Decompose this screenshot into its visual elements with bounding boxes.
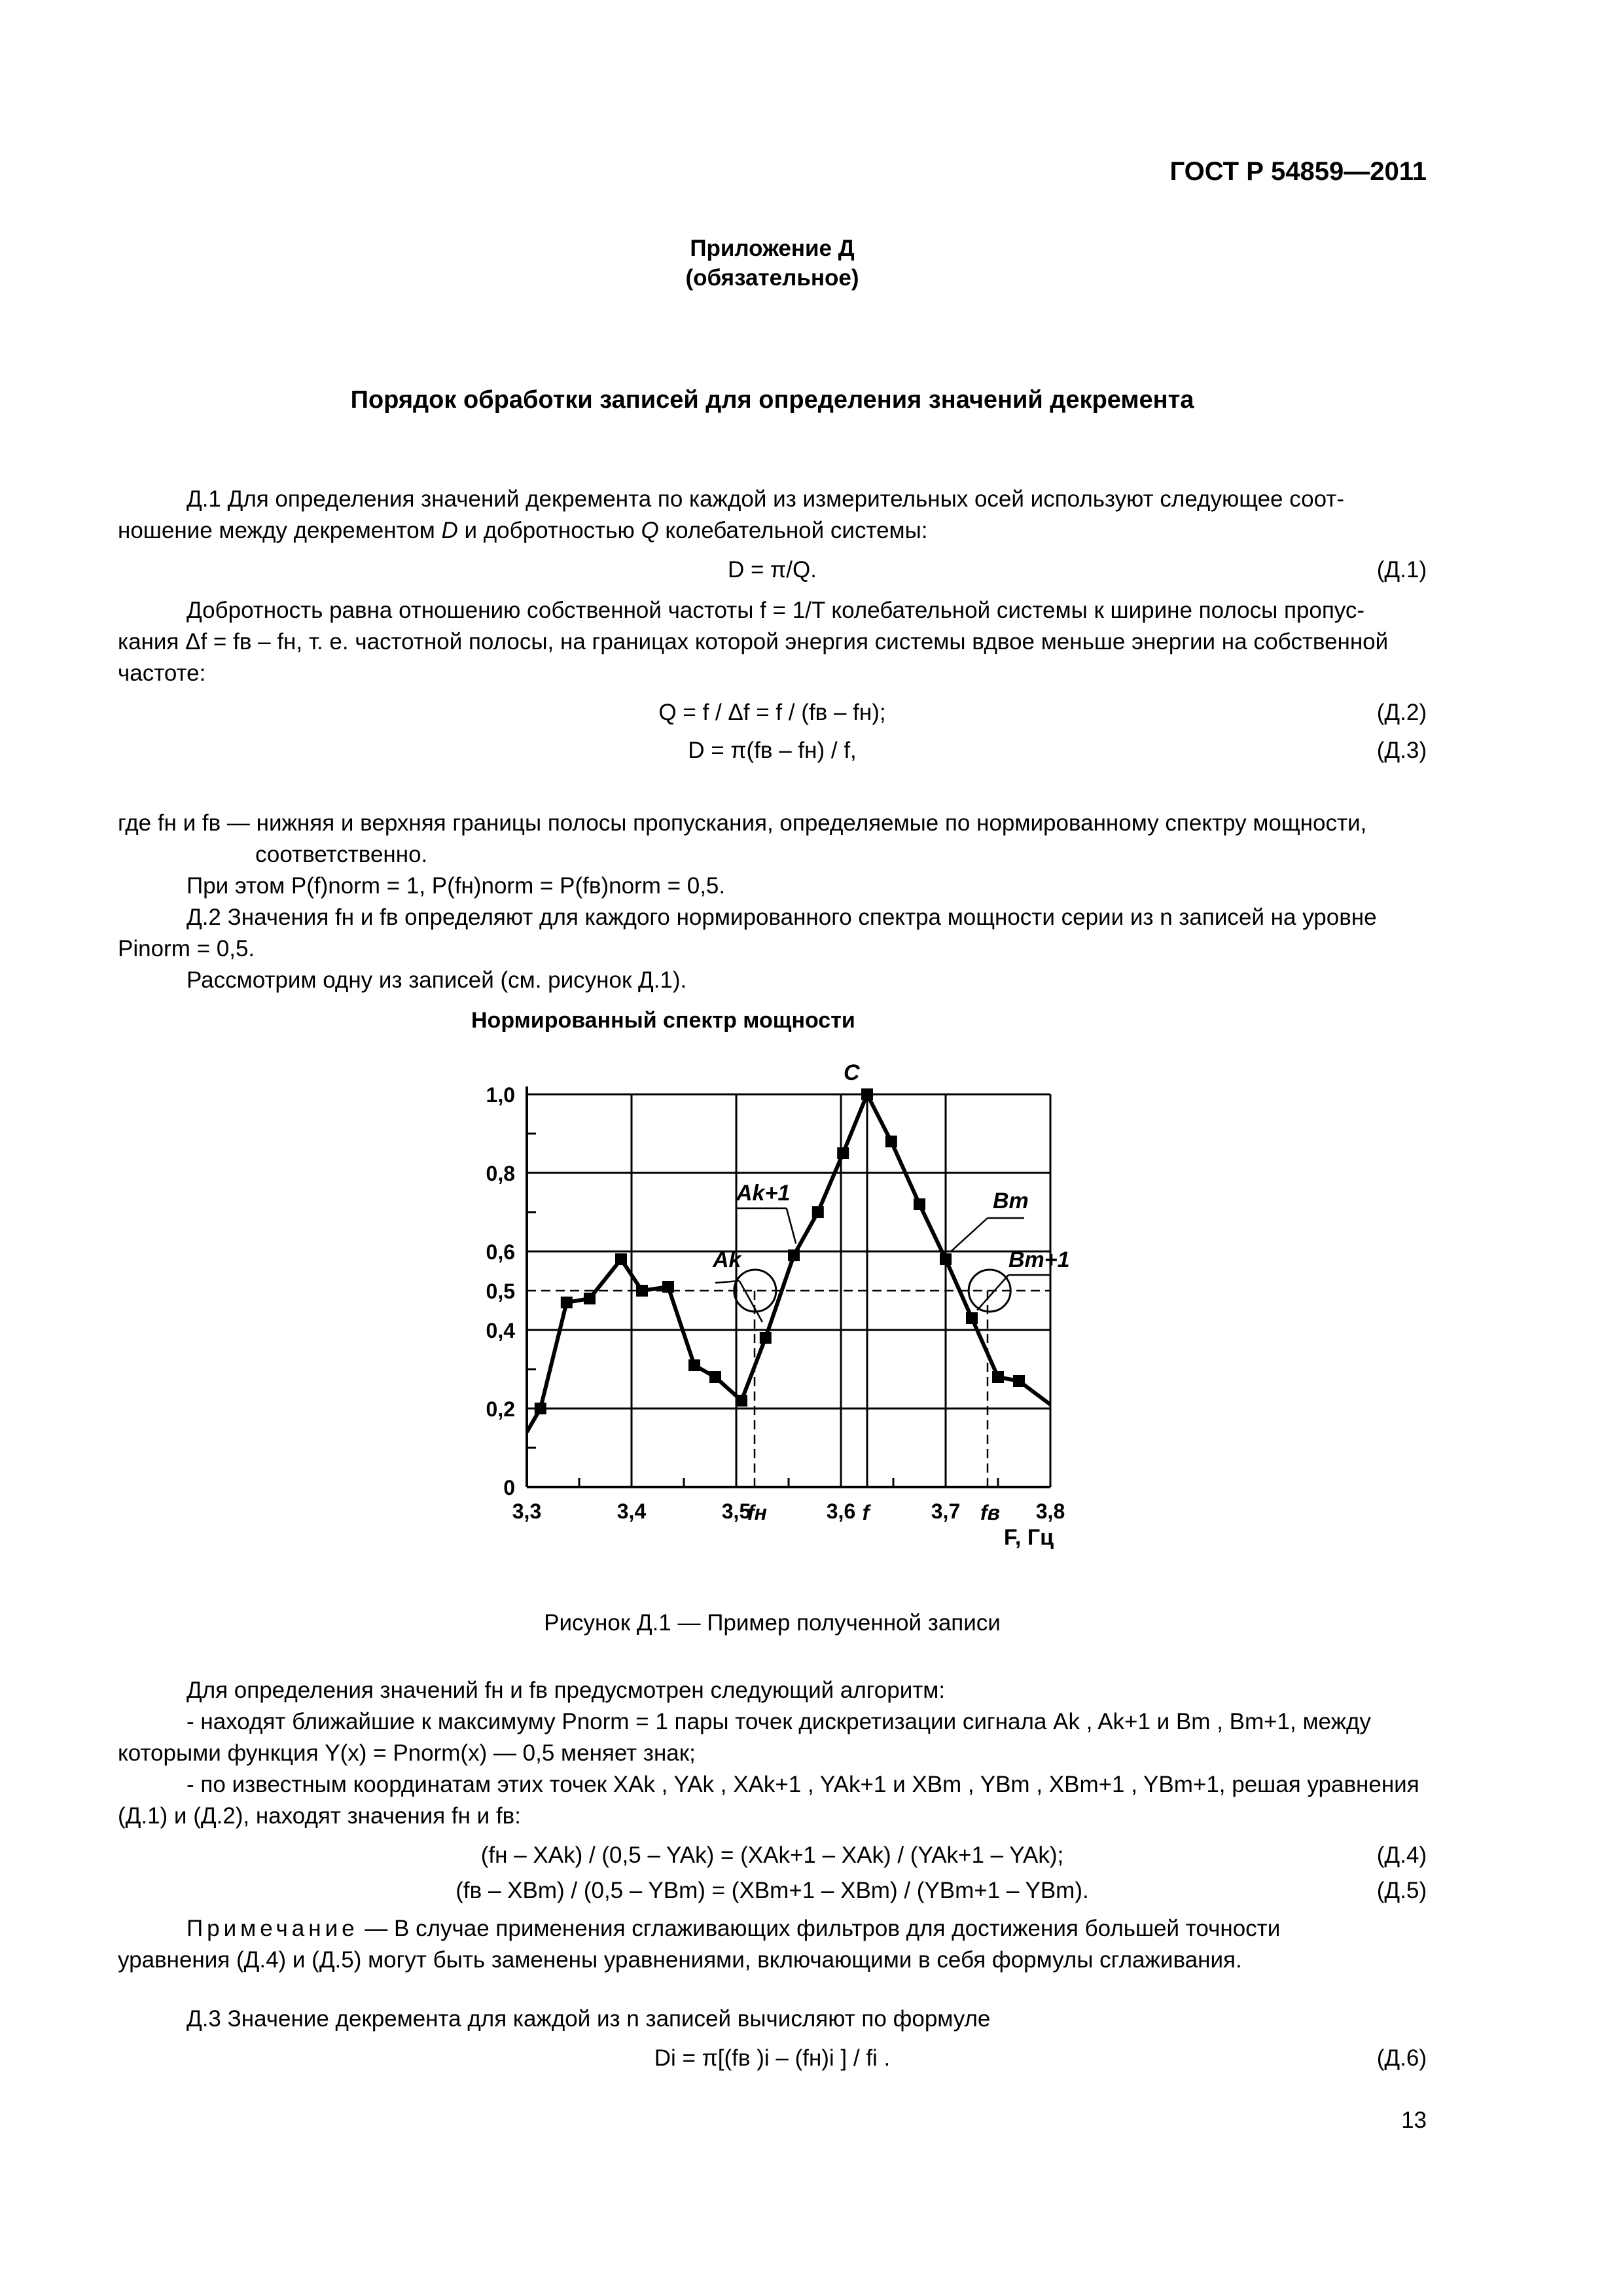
chart-grid xyxy=(527,1094,1050,1487)
where-line2: соответственно. xyxy=(255,842,428,867)
algo-item1-line2: которыми функция Y(x) = Pnorm(x) — 0,5 меняет знак; xyxy=(118,1740,696,1766)
x-tick-label: 3,6 xyxy=(826,1499,856,1523)
d3-line1: Д.3 Значение декремента для каждой из n записей вычисляют по формуле xyxy=(187,2006,991,2032)
note-line1 xyxy=(118,1914,1427,1944)
algo-item1-line1: - находят ближайшие к максимуму Pnorm = 1 пары точек дискретизации сигнала Ak , Ak+1 и Bm , Bm+1, между xyxy=(187,1709,1371,1734)
page-number: 13 xyxy=(1401,2108,1427,2133)
equation-d1-number: (Д.1) xyxy=(1376,557,1427,583)
equation-d2-number: (Д.2) xyxy=(1376,700,1427,725)
leader-ak xyxy=(740,1281,762,1322)
y-tick-label: 1,0 xyxy=(486,1083,515,1107)
x-mark-label: fв xyxy=(980,1501,1000,1524)
equation-d6-formula: Di = π[(fв )i – (fн)i ] / fi . xyxy=(654,2045,891,2071)
data-point xyxy=(561,1297,573,1308)
equation-d4-number: (Д.4) xyxy=(1376,1842,1427,1868)
data-point xyxy=(1013,1375,1025,1387)
para2-line1: Добротность равна отношению собственной частоты f = 1/T колебательной системы к ширине полосы пропус- xyxy=(187,598,1365,623)
x-tick-label: 3,3 xyxy=(512,1499,542,1523)
label-bm: Bm xyxy=(993,1189,1029,1213)
equation-d1-formula: D = π/Q. xyxy=(728,557,817,583)
para2-line2: кания Δf = fв – fн, т. е. частотной полосы, на границах которой энергия системы вдвое меньше энергии на собственной xyxy=(118,629,1389,655)
y-tick-label: 0,2 xyxy=(486,1397,515,1421)
data-point xyxy=(636,1285,648,1297)
label-ak1: Ak+1 xyxy=(736,1181,791,1206)
data-point xyxy=(837,1147,849,1159)
data-point xyxy=(688,1359,700,1371)
equation-d3-formula: D = π(fв – fн) / f, xyxy=(688,738,857,763)
doc-id: ГОСТ Р 54859—2011 xyxy=(1169,157,1427,186)
label-bm1: Bm+1 xyxy=(1008,1247,1070,1272)
d1-line2: ношение между декрементом D и добротностью Q колебательной системы: xyxy=(118,518,928,543)
equation-d4-formula: (fн – XAk) / (0,5 – YAk) = (XAk+1 – XAk) / (YAk+1 – YAk); xyxy=(480,1842,1064,1868)
d1-line2-b: и добротностью xyxy=(457,518,641,543)
y-tick-label: 0,6 xyxy=(486,1240,515,1264)
figure-caption: Рисунок Д.1 — Пример полученной записи xyxy=(544,1610,1001,1636)
note-line1-rest: — В случае применения сглаживающих фильтров для достижения большей точности xyxy=(358,1916,1281,1941)
data-point xyxy=(709,1371,721,1383)
equation-d6-number: (Д.6) xyxy=(1376,2045,1427,2071)
y-tick-label: 0 xyxy=(503,1476,515,1499)
x-tick-label: 3,8 xyxy=(1035,1499,1065,1523)
leader-bm xyxy=(951,1218,988,1251)
spectrum-chart xyxy=(458,1001,1113,1564)
para2-line3: частоте: xyxy=(118,660,206,686)
x-axis-label: F, Гц xyxy=(1003,1525,1054,1550)
leader-ak1 xyxy=(787,1208,796,1244)
d1-line1: Д.1 Для определения значений декремента по каждой из измерительных осей используют следующее соот- xyxy=(187,486,1344,512)
equation-d5-number: (Д.5) xyxy=(1376,1878,1427,1903)
d2-line2: Pinorm = 0,5. xyxy=(118,936,255,961)
d2-line3: Рассмотрим одну из записей (см. рисунок Д.1). xyxy=(187,967,687,993)
data-point xyxy=(914,1198,925,1210)
appendix-title: Приложение Д xyxy=(690,236,855,261)
x-tick-label: 3,4 xyxy=(616,1499,647,1523)
data-point xyxy=(885,1136,897,1147)
series-line xyxy=(527,1094,1050,1432)
appendix-status: (обязательное) xyxy=(685,265,859,291)
d1-line2-a: ношение между декрементом xyxy=(118,518,442,543)
label-c: C xyxy=(844,1060,860,1085)
equation-d3-number: (Д.3) xyxy=(1376,738,1427,763)
x-mark-label: f xyxy=(862,1501,870,1524)
data-point xyxy=(966,1312,978,1324)
x-tick-label: 3,5 xyxy=(721,1499,751,1523)
data-point xyxy=(788,1249,800,1261)
d2-line1: Д.2 Значения fн и fв определяют для каждого нормированного спектра мощности серии из n записей на уровне xyxy=(187,905,1377,930)
label-ak: Ak xyxy=(713,1247,741,1272)
data-point xyxy=(662,1281,674,1293)
data-point xyxy=(736,1395,747,1407)
chart-series xyxy=(527,1088,1050,1432)
chart-title: Нормированный спектр мощности xyxy=(471,1008,855,1033)
y-tick-label: 0,8 xyxy=(486,1162,515,1185)
x-mark-label: fн xyxy=(747,1501,767,1524)
section-title: Порядок обработки записей для определения значений декремента xyxy=(350,386,1194,414)
equation-d2-formula: Q = f / Δf = f / (fв – fн); xyxy=(658,700,886,725)
note-label: Примечание xyxy=(187,1916,359,1941)
algo-intro: Для определения значений fн и fв предусмотрен следующий алгоритм: xyxy=(187,1677,946,1703)
data-point xyxy=(760,1332,772,1344)
data-point xyxy=(584,1293,596,1304)
equation-d5-formula: (fв – XBm) / (0,5 – YBm) = (XBm+1 – XBm) / (YBm+1 – YBm). xyxy=(455,1878,1089,1903)
y-tick-label: 0,4 xyxy=(486,1319,515,1342)
y-tick-label: 0,5 xyxy=(486,1280,515,1303)
data-point xyxy=(992,1371,1004,1383)
where-line3: При этом P(f)norm = 1, P(fн)norm = P(fв)norm = 0,5. xyxy=(187,873,726,899)
data-point xyxy=(535,1403,546,1414)
x-tick-label: 3,7 xyxy=(931,1499,961,1523)
where-line1: где fн и fв — нижняя и верхняя границы полосы пропускания, определяемые по нормированному спектру мощности, xyxy=(118,810,1367,836)
note-line2: уравнения (Д.4) и (Д.5) могут быть заменены уравнениями, включающими в себя формулы сглаживания. xyxy=(118,1947,1242,1973)
chart-annotations xyxy=(712,1060,1070,1524)
algo-item2-line1: - по известным координатам этих точек XAk , YAk , XAk+1 , YAk+1 и XBm , YBm , XBm+1 , YBm+1, решая уравнения xyxy=(187,1772,1419,1797)
data-point xyxy=(615,1253,627,1265)
d1-line2-c: колебательной системы: xyxy=(658,518,928,543)
data-point xyxy=(812,1206,824,1218)
data-point xyxy=(940,1253,952,1265)
algo-item2-line2: (Д.1) и (Д.2), находят значения fн и fв: xyxy=(118,1803,522,1829)
